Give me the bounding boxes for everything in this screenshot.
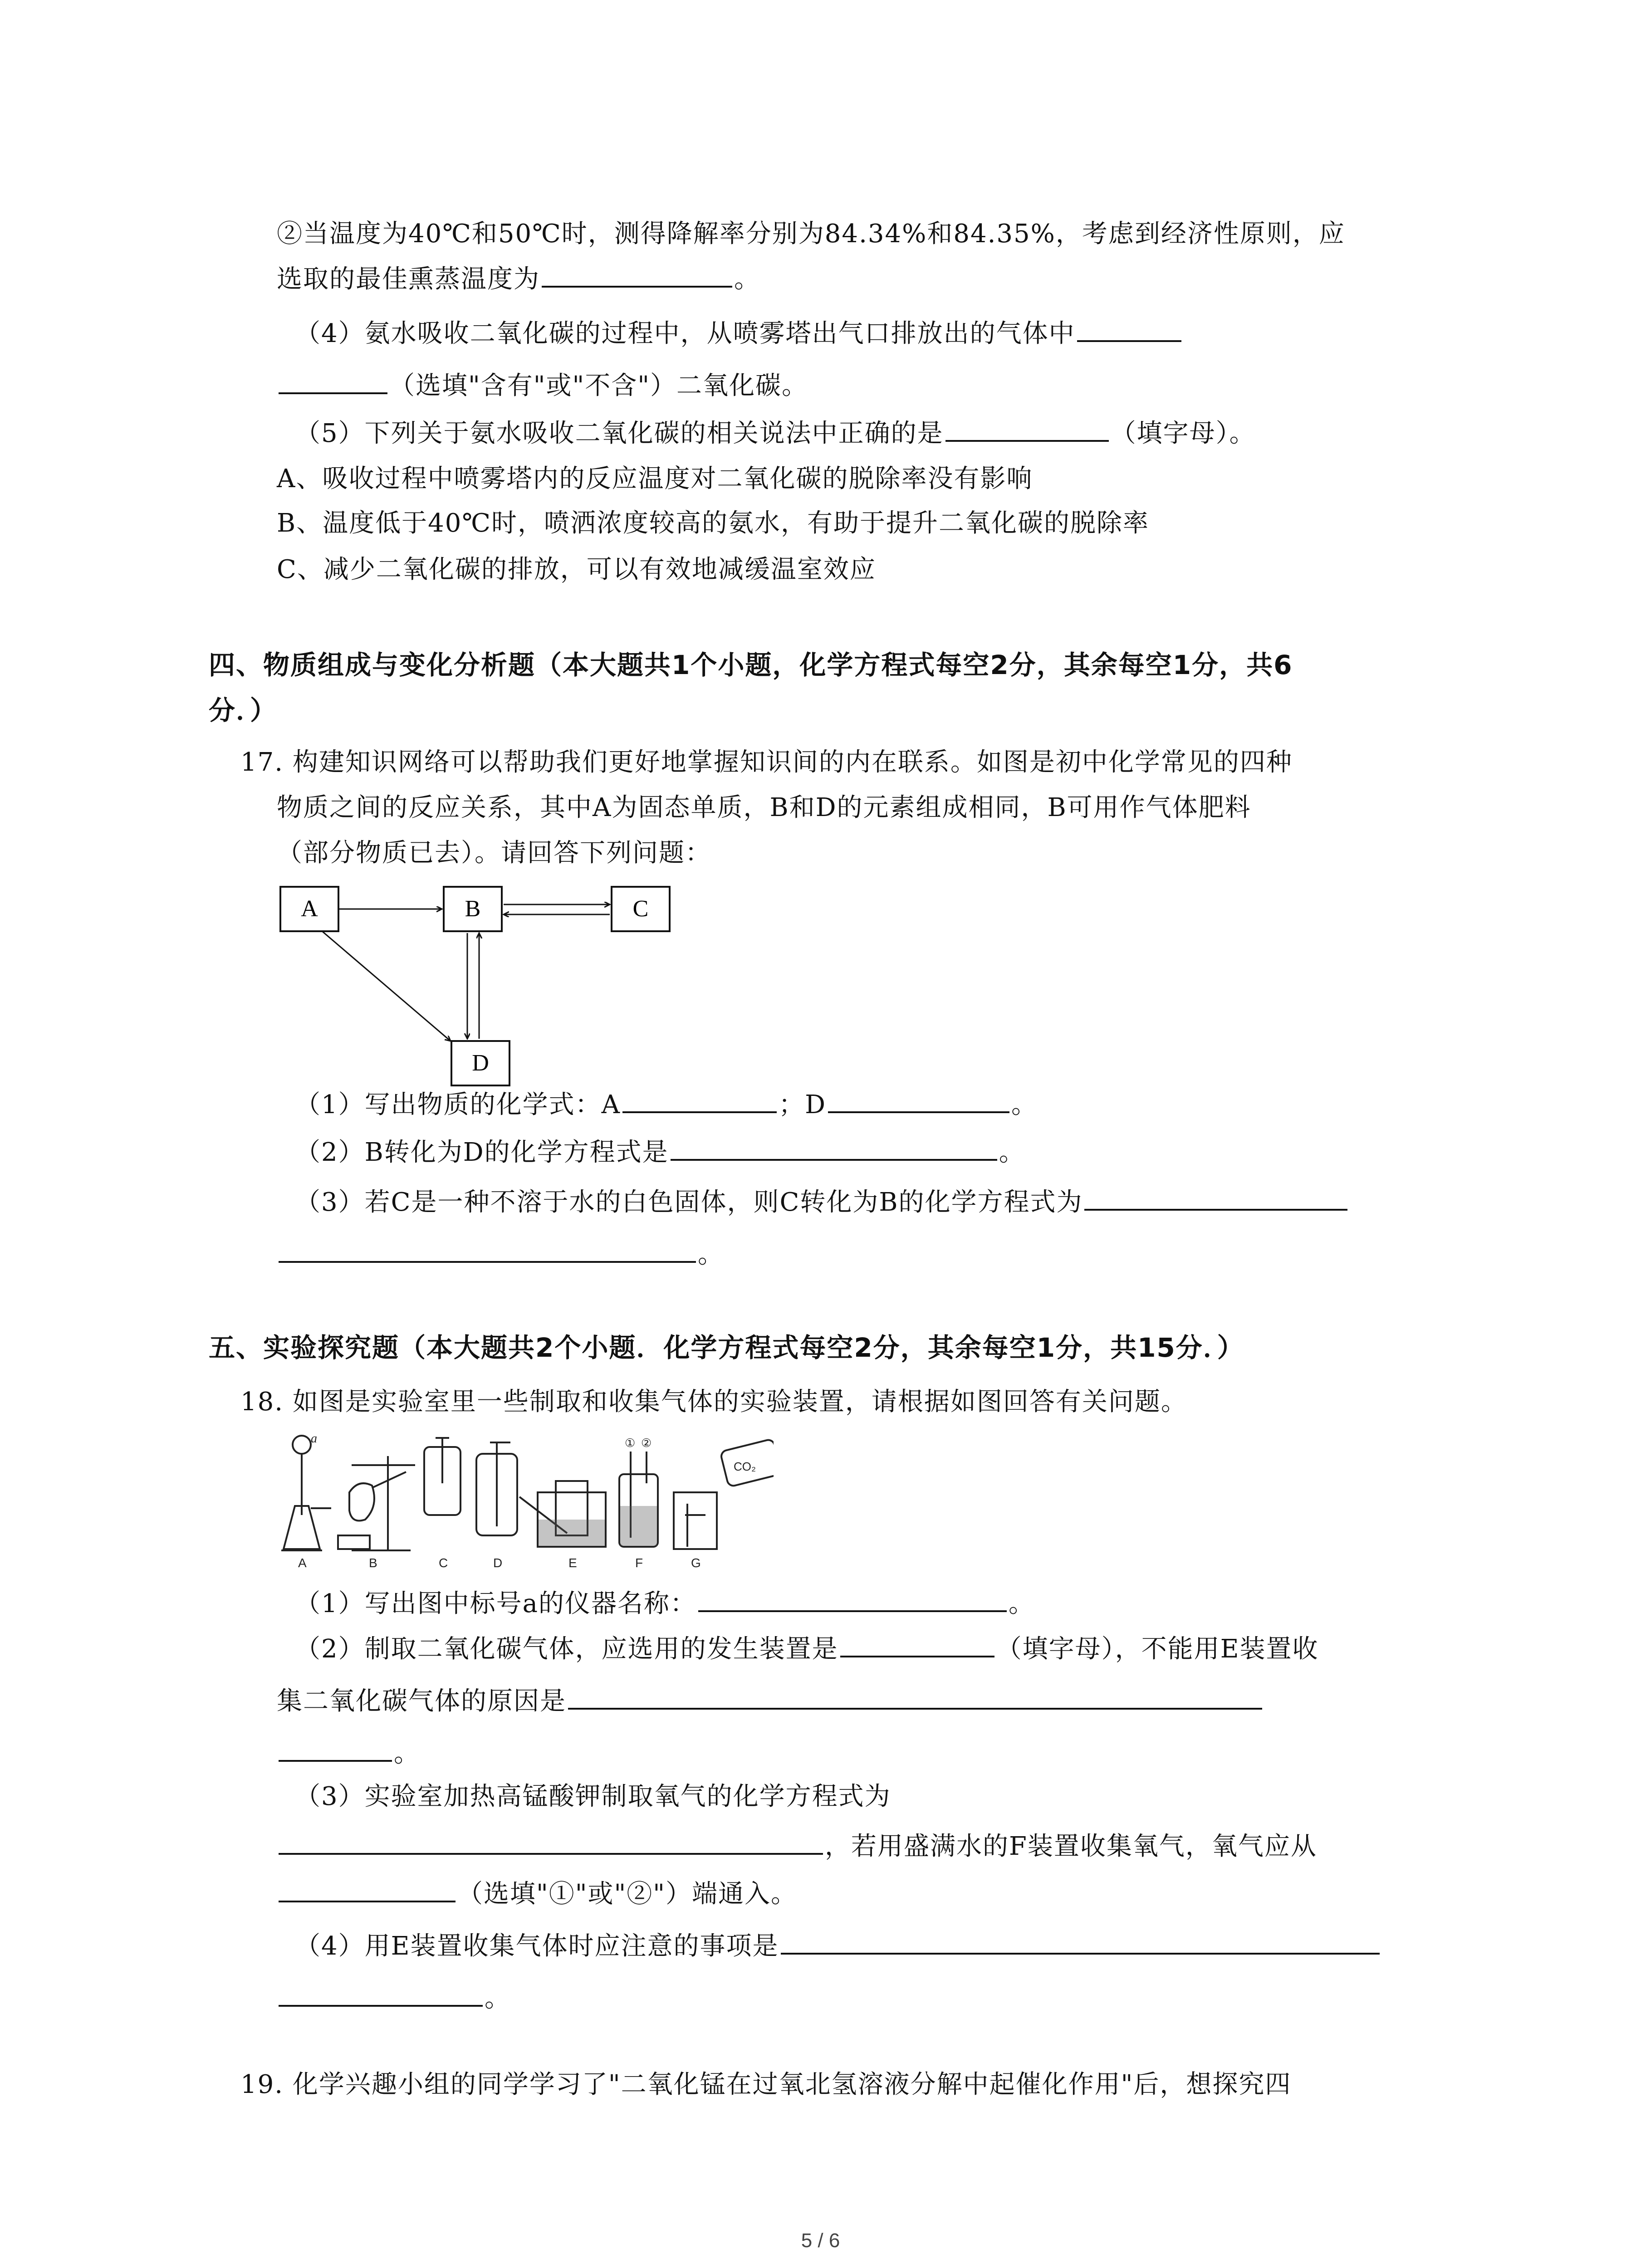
answer-blank[interactable] (279, 371, 387, 394)
q18-4-line2: 。 (277, 1982, 511, 2015)
answer-blank[interactable] (279, 1240, 696, 1263)
q18-3-line3: （选填"①"或"②"）端通入。 (277, 1878, 797, 1911)
answer-blank[interactable] (279, 1832, 823, 1855)
answer-blank[interactable] (840, 1635, 994, 1657)
answer-blank[interactable] (279, 1739, 392, 1762)
q17-2: （2）B转化为D的化学方程式是 。 (295, 1138, 1025, 1167)
q18-2-line1: （2）制取二氧化碳气体，应选用的发生装置是 （填字母），不能用E装置收 (295, 1634, 1319, 1664)
answer-blank[interactable] (568, 1687, 1262, 1710)
arrow-a-to-d (322, 931, 451, 1041)
q18-2-line3: 。 (277, 1737, 420, 1770)
answer-blank[interactable] (279, 1880, 456, 1902)
option-c: C、减少二氧化碳的排放，可以有效地减缓温室效应 (277, 555, 876, 584)
lab-apparatus-figure (274, 1429, 774, 1569)
q4-line1: （4）氨水吸收二氧化碳的过程中，从喷雾塔出气口排放出的气体中 (295, 318, 1183, 350)
q17-line1: 17. 构建知识网络可以帮助我们更好地掌握知识间的内在联系。如图是初中化学常见的四种 (240, 748, 1293, 777)
q3-2-line2: 选取的最佳熏蒸温度为 。 (277, 264, 760, 294)
label-e: E (568, 1556, 577, 1569)
answer-blank[interactable] (279, 1984, 483, 2007)
section-4-heading: 四、物质组成与变化分析题（本大题共1个小题，化学方程式每空2分，其余每空1分，共6 (209, 650, 1293, 680)
funnel-top (293, 1436, 311, 1454)
option-a: A、吸收过程中喷雾塔内的反应温度对二氧化碳的脱除率没有影响 (277, 464, 1033, 494)
q4-line2: （选填"含有"或"不含"）二氧化碳。 (277, 370, 808, 402)
section-5-heading: 五、实验探究题（本大题共2个小题．化学方程式每空2分，其余每空1分，共15分．） (209, 1332, 1244, 1363)
label-d: D (493, 1556, 503, 1569)
q18-2-line2: 集二氧化碳气体的原因是 (277, 1685, 1264, 1718)
label-b: B (369, 1556, 377, 1569)
label-c: C (439, 1556, 448, 1569)
node-c-label: C (632, 896, 649, 922)
answer-blank-a[interactable] (622, 1090, 777, 1113)
q18-line: 18. 如图是实验室里一些制取和收集气体的实验装置，请根据如图回答有关问题。 (240, 1387, 1187, 1417)
option-b: B、温度低于40℃时，喷洒浓度较高的氨水，有助于提升二氧化碳的脱除率 (277, 508, 1150, 538)
answer-blank[interactable] (1077, 319, 1181, 342)
label-f: F (635, 1556, 643, 1569)
page-number: 5 / 6 (801, 2229, 840, 2252)
answer-blank[interactable] (945, 419, 1109, 442)
answer-blank[interactable] (781, 1932, 1380, 1955)
node-d-label: D (472, 1050, 489, 1076)
port-1-label: ① (625, 1437, 636, 1450)
node-a-label: A (301, 896, 318, 922)
answer-blank-d[interactable] (828, 1090, 1009, 1113)
port-2-label: ② (641, 1437, 652, 1450)
tag-a-label: a (311, 1432, 317, 1446)
node-b-label: B (465, 896, 481, 922)
q18-4-line1: （4）用E装置收集气体时应注意的事项是 (295, 1930, 1381, 1963)
q18-1: （1）写出图中标号a的仪器名称： 。 (295, 1589, 1035, 1618)
q17-1: （1）写出物质的化学式：A ；D 。 (295, 1090, 1038, 1119)
label-g: G (691, 1556, 701, 1569)
answer-blank[interactable] (698, 1589, 1007, 1612)
answer-blank[interactable] (1084, 1188, 1347, 1211)
co2-bottle-label: CO₂ (734, 1460, 756, 1473)
label-a: A (298, 1556, 307, 1569)
answer-blank[interactable] (542, 265, 732, 288)
q17-3: （3）若C是一种不溶于水的白色固体，则C转化为B的化学方程式为 (295, 1186, 1349, 1219)
section-4-heading-cont: 分．） (209, 695, 278, 726)
q5-line: （5）下列关于氨水吸收二氧化碳的相关说法中正确的是 （填字母）。 (295, 419, 1256, 448)
q19-line: 19. 化学兴趣小组的同学学习了"二氧化锰在过氧北氢溶液分解中起催化作用"后，想探究四 (240, 2070, 1292, 2099)
q18-3-line2: ，若用盛满水的F装置收集氧气，氧气应从 (277, 1830, 1317, 1863)
q3-2-line1: ②当温度为40℃和50℃时，测得降解率分别为84.34%和84.35%，考虑到经济性原则，应 (277, 219, 1345, 249)
q17-3-cont: 。 (277, 1238, 724, 1271)
answer-blank[interactable] (671, 1138, 997, 1161)
q18-3-line1: （3）实验室加热高锰酸钾制取氧气的化学方程式为 (295, 1782, 891, 1811)
q17-line2: 物质之间的反应关系，其中A为固态单质，B和D的元素组成相同，B可用作气体肥料 (277, 793, 1251, 822)
reaction-relation-diagram (272, 885, 681, 1098)
q17-line3: （部分物质已去）。请回答下列问题： (277, 838, 711, 868)
